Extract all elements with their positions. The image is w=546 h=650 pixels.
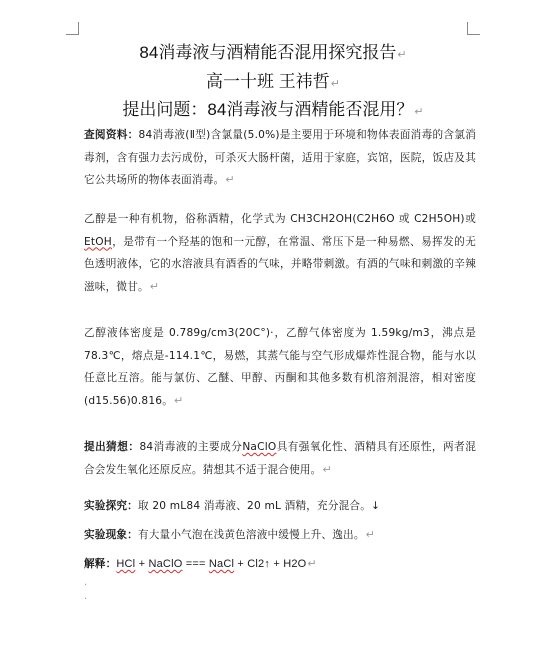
paragraph-ethanol-intro: 乙醇是一种有机物，俗称酒精，化学式为 CH3CH2OH(C2H6O 或 C2H5OH)或EtOH，是带有一个羟基的饱和一元醇，在常温、常压下是一种易燃、易挥发的无色透明液体，它的水溶液具有酒香的气味，并略带刺激。有酒的气味和刺激的辛辣滋味，微甘。↵ bbox=[84, 213, 476, 293]
label-references: 查阅资料： bbox=[84, 129, 139, 141]
margin-corner-top-left bbox=[66, 22, 79, 35]
paragraph-ethanol-properties: 乙醇液体密度是 0.789g/cm3(20C°)·，乙醇气体密度为 1.59kg/m3，沸点是 78.3℃，熔点是-114.1℃，易燃，其蒸气能与空气形成爆炸性混合物，能与水以任意比互溶。能与氯仿、乙醚、甲醇、丙酮和其他多数有机溶剂混溶，相对密度(d15.56)0.816。↵ bbox=[84, 327, 476, 407]
author-line: 高一十班 王祎哲↵ bbox=[206, 72, 340, 91]
document-title: 84消毒液与酒精能否混用探究报告↵ bbox=[139, 43, 407, 62]
paragraph-hypothesis: 提出猜想：84消毒液的主要成分NaClO具有强氧化性、酒精具有还原性，两者混合会发生氧化还原反应。猜想其不适于混合使用。↵ bbox=[84, 441, 476, 476]
question-heading: 提出问题：84消毒液与酒精能否混用？↵ bbox=[122, 100, 424, 119]
empty-paragraph-mark: · bbox=[84, 594, 88, 605]
naclo-term: NaClO bbox=[242, 441, 277, 453]
paragraph-phenomenon: 实验现象：有大量小气泡在浅黄色溶液中缓慢上升、逸出。↵ bbox=[84, 528, 376, 541]
label-experiment: 实验探究： bbox=[84, 500, 138, 512]
label-hypothesis: 提出猜想： bbox=[84, 441, 140, 453]
empty-paragraph-mark: · bbox=[84, 580, 88, 591]
paragraph-experiment: 实验探究：取 20 mL84 消毒液、20 mL 酒精，充分混合。↓ bbox=[84, 500, 381, 512]
margin-corner-top-right bbox=[467, 22, 480, 35]
paragraph-references: 查阅资料：84消毒液(Ⅱ型)含氯量(5.0%)是主要用于环境和物体表面消毒的含氯消毒剂，含有强力去污成份，可杀灭大肠杆菌，适用于家庭，宾馆，医院，饭店及其它公共场所的物体表面消毒。↵ bbox=[84, 129, 477, 186]
paragraph-explanation: 解释：HCl + NaClO === NaCl + Cl2↑ + H2O↵ bbox=[84, 557, 317, 570]
reaction-equation: HCl + NaClO === NaCl + Cl2↑ + H2O bbox=[116, 558, 307, 570]
etoh-term: EtOH bbox=[84, 235, 112, 248]
label-phenomenon: 实验现象： bbox=[84, 529, 138, 541]
label-explanation: 解释： bbox=[84, 558, 117, 570]
